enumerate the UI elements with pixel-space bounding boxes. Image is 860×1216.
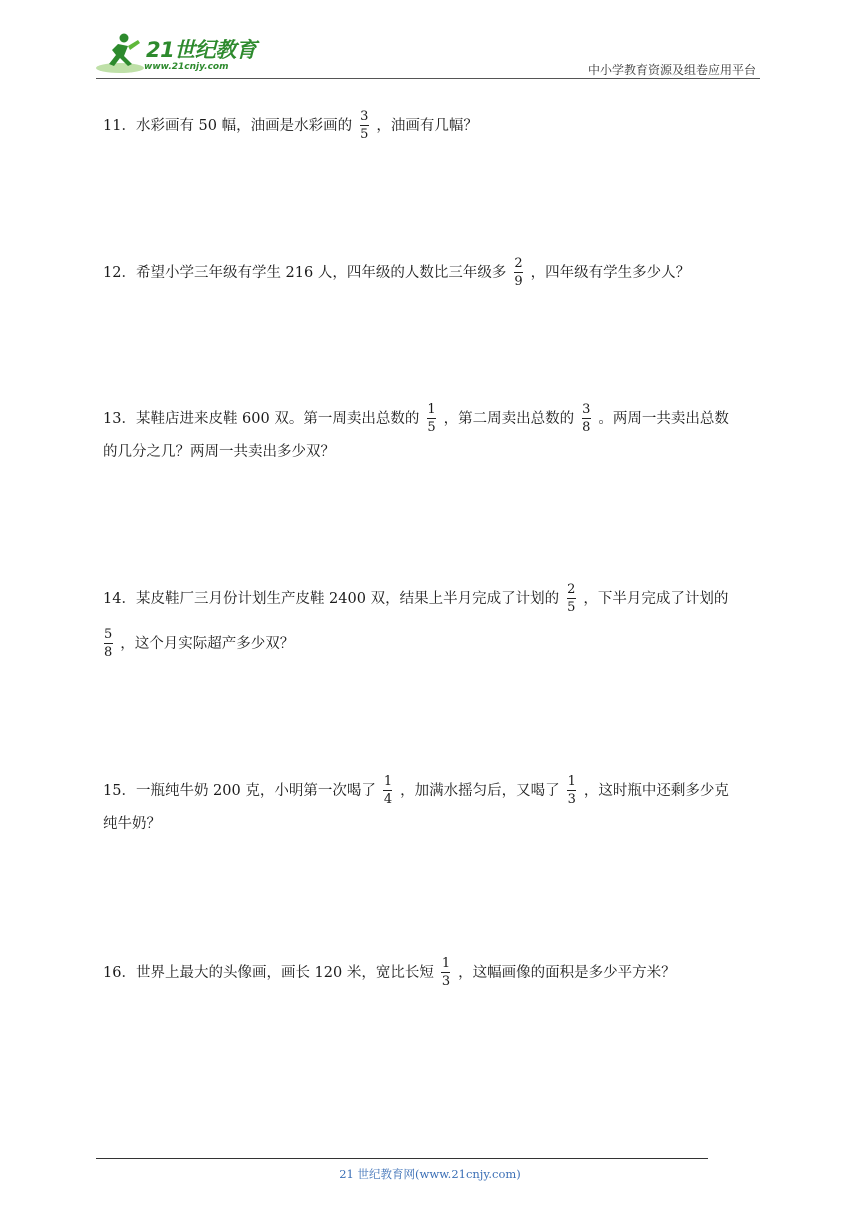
fraction: $\frac{1}{5}$	[427, 402, 436, 435]
fraction: $\frac{5}{8}$	[104, 627, 113, 660]
question-text: ，下半月完成了计划的	[583, 590, 729, 607]
question-text: 的几分之几？两周一共卖出多少双？	[103, 444, 335, 460]
question-text: ，油画有几幅？	[376, 117, 478, 134]
question-text: 11．水彩画有 50 幅，油画是水彩画的	[103, 117, 353, 134]
question-text: 15．一瓶纯牛奶 200 克，小明第一次喝了	[103, 782, 376, 799]
logo-brand-text: 21世纪教育	[146, 38, 257, 62]
question-text: 纯牛奶？	[103, 816, 161, 832]
question-text: 12．希望小学三年级有学生 216 人，四年级的人数比三年级多	[103, 264, 507, 281]
question-text: ，这个月实际超产多少双？	[120, 635, 295, 652]
question-text: ，这时瓶中还剩多少克	[583, 782, 729, 799]
site-logo[interactable]	[94, 30, 264, 78]
question-text: 。两周一共卖出总数	[598, 410, 729, 427]
fraction: $\frac{2}{9}$	[514, 256, 523, 289]
fraction: $\frac{3}{8}$	[582, 402, 591, 435]
fraction: $\frac{3}{5}$	[360, 109, 369, 142]
runner-logo-icon	[94, 30, 146, 76]
logo-url-text: www.21cnjy.com	[144, 62, 229, 72]
platform-tagline: 中小学教育资源及组卷应用平台	[587, 63, 756, 77]
fraction: $\frac{1}{3}$	[441, 956, 451, 989]
footer-link[interactable]: 21 世纪教育网(www.21cnjy.com)	[339, 1167, 521, 1181]
header-divider	[96, 78, 760, 79]
footer-divider	[96, 1158, 708, 1159]
fraction: $\frac{2}{5}$	[567, 582, 576, 615]
question-text: ，这幅画像的面积是多少平方米？	[458, 964, 676, 981]
question-text: ，第二周卖出总数的	[443, 410, 575, 427]
question-text: 14．某皮鞋厂三月份计划生产皮鞋 2400 双，结果上半月完成了计划的	[103, 590, 560, 607]
fraction: $\frac{1}{4}$	[383, 774, 393, 807]
question-text: 16．世界上最大的头像画，画长 120 米，宽比长短	[103, 964, 434, 981]
fraction: $\frac{1}{3}$	[567, 774, 576, 807]
page-header	[0, 0, 860, 80]
question-text: ，四年级有学生多少人？	[530, 264, 691, 281]
question-text: 13．某鞋店进来皮鞋 600 双。第一周卖出总数的	[103, 410, 420, 427]
question-text: ，加满水摇匀后，又喝了	[400, 782, 560, 799]
